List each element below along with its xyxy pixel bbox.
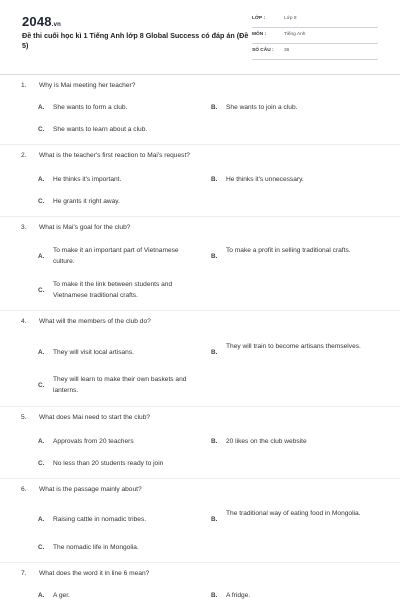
site-logo[interactable] [22, 14, 61, 29]
option-letter: B. [211, 104, 218, 111]
option-text: To make it the link between students and Vietnamese traditional crafts. [53, 281, 173, 299]
option-a[interactable] [38, 245, 208, 269]
question-divider [0, 562, 400, 563]
logo-main: 2048 [22, 14, 52, 29]
meta-count-row [252, 46, 378, 60]
meta-class-row [252, 14, 378, 28]
option-letter: B. [211, 176, 218, 183]
option-b[interactable] [211, 341, 381, 365]
question-text: Why is Mai meeting her teacher? [39, 82, 136, 89]
option-text: No less than 20 students ready to join [53, 460, 164, 467]
question-number: 1. [21, 82, 27, 89]
option-text: They will visit local artisans. [53, 349, 134, 356]
option-letter: A. [38, 438, 45, 445]
option-text: To make a profit in selling traditional crafts. [226, 247, 351, 254]
option-letter: C. [38, 544, 45, 551]
meta-count-label: SỐ CÂU : [252, 48, 274, 53]
question-text: What is the teacher's first reaction to Mai's request? [39, 152, 190, 159]
option-letter: C. [38, 287, 45, 294]
option-text: Raising cattle in nomadic tribes. [53, 516, 147, 523]
option-letter: C. [38, 460, 45, 467]
option-b[interactable] [211, 245, 381, 269]
option-letter: B. [211, 349, 218, 356]
meta-class-value: Lớp 8 [284, 16, 297, 21]
option-letter: B. [211, 438, 218, 445]
question-text: What does Mai need to start the club? [39, 414, 151, 421]
option-text: She wants to learn about a club. [53, 126, 148, 133]
question-number: 7. [21, 570, 27, 577]
question-divider [0, 216, 400, 217]
question-number: 2. [21, 152, 27, 159]
document-header [0, 0, 400, 74]
question-number: 3. [21, 224, 27, 231]
document-meta [252, 14, 378, 62]
option-letter: B. [211, 253, 218, 260]
option-letter: C. [38, 382, 45, 389]
option-letter: C. [38, 126, 45, 133]
question-number: 5. [21, 414, 27, 421]
question-divider [0, 406, 400, 407]
option-text: He grants it right away. [53, 198, 120, 205]
option-letter: A. [38, 592, 45, 599]
option-letter: A. [38, 104, 45, 111]
option-text: The nomadic life in Mongolia. [53, 544, 139, 551]
option-text: They will learn to make their own baskets and lanterns. [53, 376, 187, 394]
option-text: They will train to become artisans themselves. [226, 343, 361, 350]
question-divider [0, 144, 400, 145]
option-c[interactable] [38, 279, 208, 303]
option-letter: A. [38, 349, 45, 356]
header-divider [0, 74, 400, 75]
question-number: 4. [21, 318, 27, 325]
option-letter: A. [38, 516, 45, 523]
option-c[interactable] [38, 374, 208, 398]
question-text: What does the word it in line 6 mean? [39, 570, 150, 577]
option-text: Approvals from 20 teachers [53, 438, 134, 445]
meta-count-value: 36 [284, 48, 290, 53]
option-text: He thinks it's unnecessary. [226, 176, 304, 183]
question-text: What is the passage mainly about? [39, 486, 142, 493]
option-letter: A. [38, 176, 45, 183]
logo-suffix: .vn [51, 22, 62, 28]
question-divider [0, 478, 400, 479]
option-text: To make it an important part of Vietnamese culture. [53, 247, 179, 265]
question-divider [0, 310, 400, 311]
meta-subject-label: MÔN : [252, 32, 267, 37]
document-title: Đề thi cuối học kì 1 Tiếng Anh lớp 8 Global Success có đáp án (Đề 5) [22, 31, 249, 50]
option-b[interactable] [211, 508, 381, 532]
option-text: The traditional way of eating food in Mongolia. [226, 510, 361, 517]
option-text: She wants to join a club. [226, 104, 298, 111]
option-letter: C. [38, 198, 45, 205]
question-text: What will the members of the club do? [39, 318, 151, 325]
question-number: 6. [21, 486, 27, 493]
option-letter: B. [211, 592, 218, 599]
option-text: A ger. [53, 592, 70, 599]
option-text: A fridge. [226, 592, 251, 599]
option-text: He thinks it's important. [53, 176, 122, 183]
option-text: She wants to form a club. [53, 104, 128, 111]
option-letter: A. [38, 253, 45, 260]
question-text: What is Mai's goal for the club? [39, 224, 131, 231]
meta-subject-value: Tiếng Anh [284, 32, 306, 37]
option-letter: B. [211, 516, 218, 523]
meta-subject-row [252, 30, 378, 44]
option-text: 20 likes on the club website [226, 438, 307, 445]
meta-class-label: LỚP : [252, 16, 266, 21]
